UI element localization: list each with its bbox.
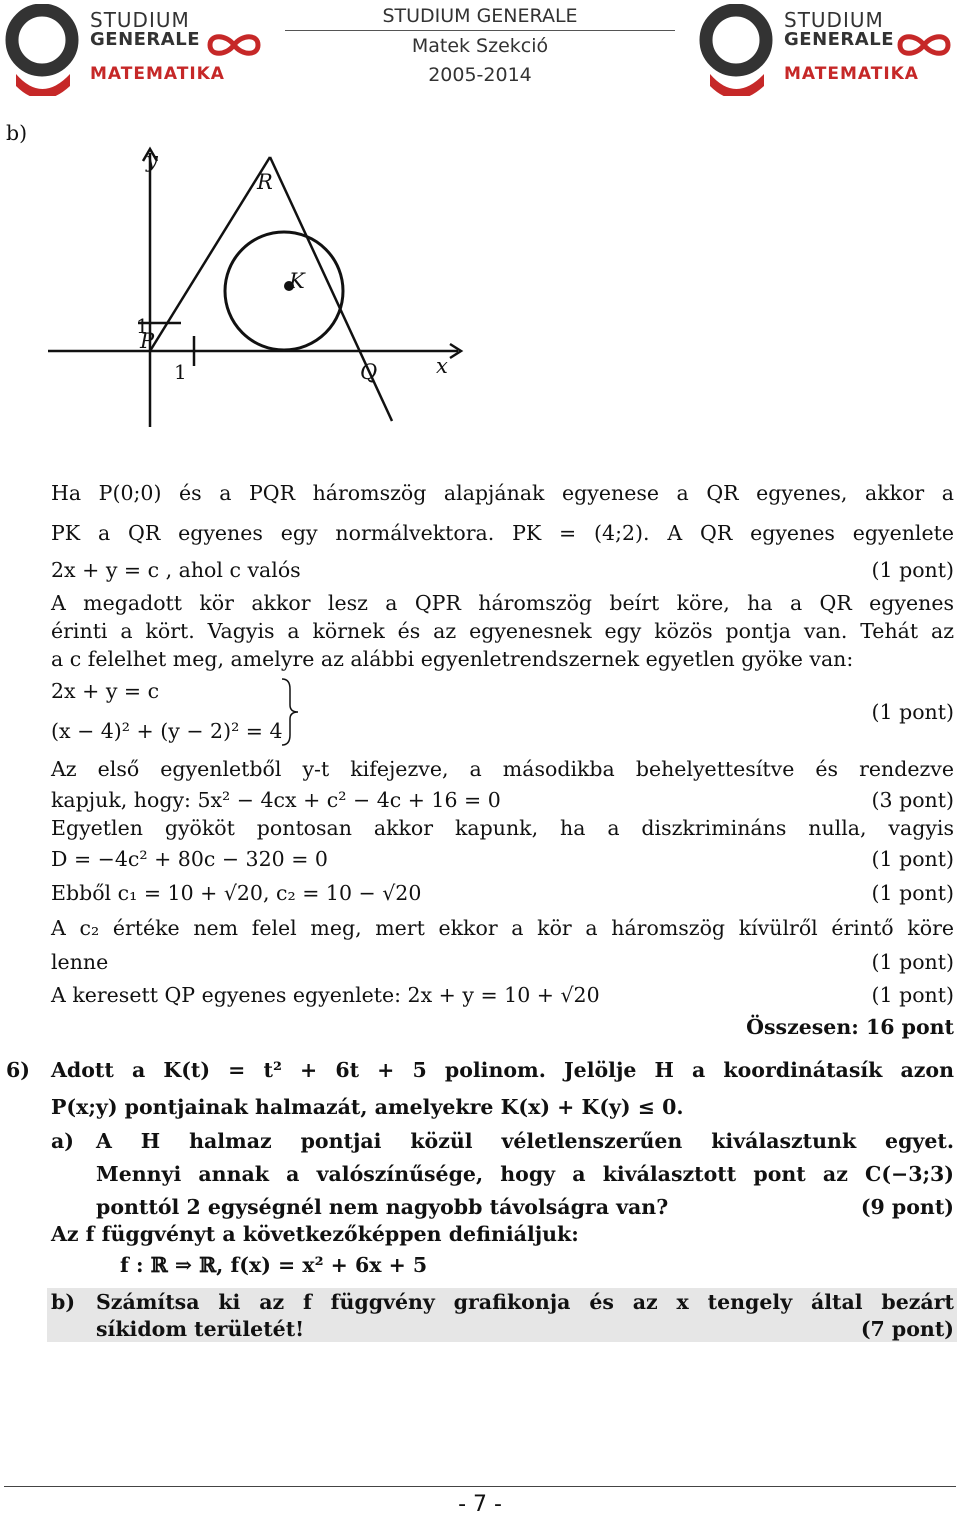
function-definition: f : ℝ ⇒ ℝ, f(x) = x² + 6x + 5	[120, 1253, 428, 1277]
task-line: Számítsa ki az f függvény grafikonja és az x tengely által bezárt	[96, 1290, 954, 1314]
solution-line-scored	[51, 947, 954, 977]
header-center	[285, 4, 675, 89]
equation-2: (x − 4)² + (y − 2)² = 4	[51, 719, 283, 743]
task-line: Az f függvényt a következőképpen definiáljuk:	[51, 1222, 579, 1246]
logo-left-line1: STUDIUM	[90, 8, 190, 32]
solution-text: lenne	[51, 950, 109, 974]
triangle-incircle-figure	[0, 145, 470, 435]
solution-line-scored	[51, 878, 954, 908]
header-years: 2005-2014	[428, 64, 532, 86]
solution-line-scored	[51, 785, 954, 815]
points-label: (7 pont)	[860, 1317, 954, 1341]
label-q: Q	[360, 360, 378, 384]
label-p: P	[140, 329, 155, 353]
header-title: STUDIUM GENERALE	[285, 4, 675, 31]
infinity-icon	[894, 32, 954, 58]
footer-divider	[4, 1486, 956, 1487]
task-text: ponttól 2 egységnél nem nagyobb távolságra van?	[96, 1195, 669, 1219]
solution-line-scored	[51, 980, 954, 1010]
task-line-scored	[96, 1314, 954, 1344]
task-line-scored	[96, 1192, 954, 1222]
logo-left-line2: GENERALE	[90, 29, 200, 50]
studium-logo-icon	[4, 4, 84, 96]
logo-right-line1: STUDIUM	[784, 8, 884, 32]
solution-text: A keresett QP egyenes egyenlete: 2x + y = 10 + √20	[51, 983, 600, 1007]
infinity-icon	[204, 32, 264, 58]
logo-right-line3: MATEMATIKA	[784, 64, 919, 84]
logo-right-line2: GENERALE	[784, 29, 894, 50]
page-number: - 7 -	[458, 1492, 502, 1517]
task-line: A H halmaz pontjai közül véletlenszerűen kiválasztunk egyet.	[96, 1129, 954, 1153]
solution-line: a c felelhet meg, amelyre az alábbi egyenletrendszernek egyetlen gyöke van:	[51, 647, 854, 671]
logo-left	[4, 4, 264, 96]
label-r: R	[257, 170, 273, 194]
solution-line: Egyetlen gyököt pontosan akkor kapunk, ha a diszkrimináns nulla, vagyis	[51, 816, 954, 840]
solution-line: PK a QR egyenes egy normálvektora. PK = (4;2). A QR egyenes egyenlete	[51, 521, 954, 545]
solution-text: 2x + y = c , ahol c valós	[51, 558, 301, 582]
equation-1: 2x + y = c	[51, 679, 160, 703]
solution-line: érinti a kört. Vagyis a körnek és az egyenesnek egy közös pontja van. Tehát az	[51, 619, 954, 643]
solution-line: Az első egyenletből y-t kifejezve, a másodikba behelyettesítve és rendezve	[51, 757, 954, 781]
label-y: y	[146, 148, 158, 172]
label-one-x: 1	[174, 360, 187, 384]
task-line: P(x;y) pontjainak halmazát, amelyekre K(x) + K(y) ≤ 0.	[51, 1095, 684, 1119]
points-label: (1 pont)	[871, 700, 954, 724]
solution-text: D = −4c² + 80c − 320 = 0	[51, 847, 328, 871]
task-line: Mennyi annak a valószínűsége, hogy a kiválasztott pont az C(−3;3)	[96, 1162, 954, 1186]
solution-line: A c₂ értéke nem felel meg, mert ekkor a kör a háromszög kívülről érintő köre	[51, 916, 954, 940]
logo-right	[698, 4, 958, 96]
solution-text: kapjuk, hogy: 5x² − 4cx + c² − 4c + 16 = 0	[51, 788, 501, 812]
solution-line-scored	[51, 844, 954, 874]
solution-text: Ebből c₁ = 10 + √20, c₂ = 10 − √20	[51, 881, 422, 905]
header-subtitle: Matek Szekció	[411, 35, 549, 57]
subtask-label-a: a)	[51, 1129, 74, 1153]
subtask-label-b: b)	[51, 1290, 76, 1314]
section-label: b)	[6, 121, 28, 145]
studium-logo-icon	[698, 4, 778, 96]
points-label: (1 pont)	[871, 558, 954, 582]
points-label: (9 pont)	[860, 1195, 954, 1219]
task-number: 6)	[6, 1058, 30, 1082]
solution-line: Ha P(0;0) és a PQR háromszög alapjának egyenese a QR egyenes, akkor a	[51, 481, 954, 505]
points-label: (1 pont)	[871, 881, 954, 905]
points-label: (1 pont)	[871, 847, 954, 871]
points-label: (1 pont)	[871, 950, 954, 974]
label-k: K	[289, 269, 305, 293]
logo-left-line3: MATEMATIKA	[90, 64, 225, 84]
label-one-y: 1	[136, 314, 149, 338]
solution-line-scored	[51, 555, 954, 585]
points-label: (3 pont)	[871, 788, 954, 812]
label-x: x	[436, 354, 448, 378]
task-line: Adott a K(t) = t² + 6t + 5 polinom. Jelölje H a koordinátasík azon	[51, 1058, 954, 1082]
task-text: síkidom területét!	[96, 1317, 305, 1341]
total-points: Összesen: 16 pont	[746, 1015, 954, 1039]
solution-line: A megadott kör akkor lesz a QPR háromszög beírt köre, ha a QR egyenes	[51, 591, 954, 615]
solution-line-scored	[51, 697, 954, 727]
points-label: (1 pont)	[871, 983, 954, 1007]
triangle-base-line	[110, 211, 440, 371]
